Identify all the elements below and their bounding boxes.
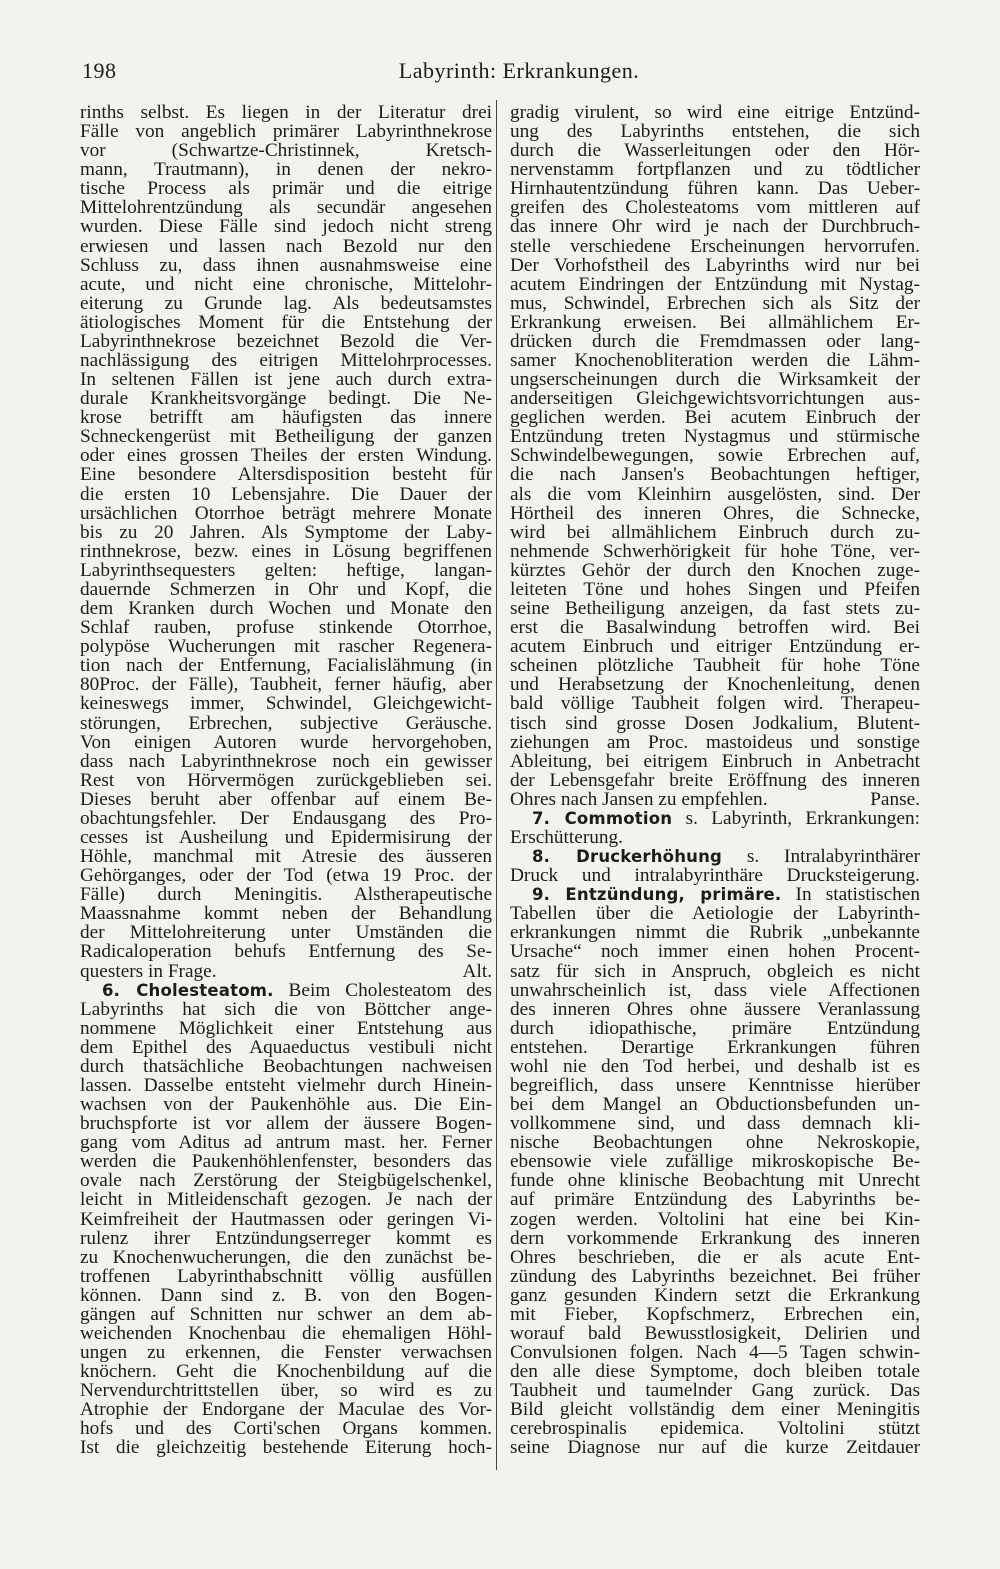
text-line: bei dem Mangel an Obductionsbefunden un-: [510, 1095, 920, 1115]
text-line: gängen auf Schnitten nur schwer an dem ab-: [80, 1304, 492, 1324]
text-line: Bild gleicht vollständig dem einer Meningitis: [510, 1400, 920, 1420]
text-line: ebensowie viele zufällige mikroskopische Be-: [510, 1152, 920, 1172]
line-text: s. Labyrinth, Erkrankungen:: [672, 808, 920, 828]
text-line: funde ohne klinische Beobachtung mit Unrecht: [510, 1171, 920, 1191]
text-line: Labyrinthnekrose bezeichnet Bezold die Ver-: [80, 331, 492, 352]
text-line: der Lebensgefahr breite Eröffnung des inneren: [510, 770, 920, 790]
text-line: Maassnahme kommt neben der Behandlung: [80, 904, 492, 924]
text-line: Hörtheil des inneren Ohres, die Schnecke,: [510, 503, 920, 523]
text-line: durale Krankheitsvorgänge bedingt. Die Ne-: [80, 389, 492, 409]
text-line: Schwindelbewegungen, sowie Erbrechen auf,: [510, 446, 920, 466]
text-line: erwiesen und lassen nach Bezold nur den: [80, 236, 492, 256]
text-line: ziehungen am Proc. mastoideus und sonstige: [510, 732, 920, 752]
text-line: stelle verschiedene Erscheinungen hervorrufen.: [510, 236, 920, 256]
text-line: mann, Trautmann), in denen der nekro-: [80, 160, 492, 180]
text-line: Erkrankung erweisen. Bei allmählichem Er-: [510, 312, 920, 332]
text-line: keineswegs immer, Schwindel, Gleichgewicht-: [80, 694, 492, 714]
text-line: Entzündung treten Nystagmus und stürmische: [510, 427, 920, 447]
text-line: rulenz ihrer Entzündungserreger kommt es: [80, 1228, 492, 1248]
text-line: nehmende Schwerhörigkeit für hohe Töne, ver-: [510, 541, 920, 561]
text-line: Gehörganges, oder der Tod (etwa 19 Proc. der: [80, 866, 492, 886]
text-line: nische Beobachtungen ohne Nekroskopie,: [510, 1133, 920, 1153]
text-line: Labyrinths hat sich die von Böttcher ange-: [80, 999, 492, 1019]
text-line: seine Betheiligung anzeigen, da fast stets zu-: [510, 599, 920, 619]
text-line: Atrophie der Endorgane der Maculae des Vor-: [80, 1400, 492, 1420]
text-line: dem Kranken durch Wochen und Monate den: [80, 599, 492, 619]
text-line: tische Process als primär und die eitrige: [80, 179, 492, 199]
text-line: Keimfreiheit der Hautmassen oder geringen Vi-: [80, 1209, 492, 1229]
text-line: Nervendurchtrittstellen über, so wird es zu: [80, 1381, 492, 1401]
text-line: den alle diese Symptome, doch bleiben totale: [510, 1362, 920, 1382]
text-line: ungserscheinungen durch die Wirksamkeit der: [510, 370, 920, 390]
text-line: 80Proc. der Fälle), Taubheit, ferner häufig, aber: [80, 675, 492, 695]
text-line: Mittelohrentzündung als secundär angesehen: [80, 198, 492, 218]
text-line: In seltenen Fällen ist jene auch durch extra-: [80, 370, 492, 390]
text-line: cerebrospinalis epidemica. Voltolini stützt: [510, 1419, 920, 1439]
text-line: [510, 847, 920, 866]
text-line: erst die Basalwindung betroffen wird. Bei: [510, 618, 920, 638]
text-line: ursächlichen Otorrhoe beträgt mehrere Monate: [80, 503, 492, 523]
page-number: 198: [82, 58, 117, 83]
text-line: Hirnhautentzündung führen kann. Das Ueber-: [510, 179, 920, 199]
text-line: acutem Eindringen der Entzündung mit Nystag-: [510, 274, 920, 294]
text-line: Labyrinthsequesters gelten: heftige, langan-: [80, 560, 492, 580]
text-line: können. Dann sind z. B. von den Bogen-: [80, 1285, 492, 1305]
text-line: das innere Ohr wird je nach der Durchbruch-: [510, 217, 920, 237]
right-column: [510, 103, 920, 1458]
text-line: Erschütterung.: [510, 826, 623, 848]
text-line: krose betrifft am häufigsten das innere: [80, 408, 492, 428]
text-line: durch thatsächliche Beobachtungen nachweisen: [80, 1056, 492, 1076]
text-line: auf primäre Entzündung des Labyrinths be-: [510, 1190, 920, 1210]
text-line: Taubheit und taumelnder Gang zurück. Das: [510, 1381, 920, 1401]
text-line: der Mittelohreiterung unter Umständen die: [80, 923, 492, 943]
text-line: acute, und nicht eine chronische, Mittelohr-: [80, 274, 492, 294]
text-line: erkrankungen nimmt die Rubrik „unbekannte: [510, 923, 920, 943]
text-line: tisch sind grosse Dosen Jodkalium, Blutent-: [510, 713, 920, 733]
text-line: und Herabsetzung der Knochenleitung, denen: [510, 675, 920, 695]
text-line: obachtungsfehler. Der Endausgang des Pro-: [80, 808, 492, 828]
text-line: Von einigen Autoren wurde hervorgehoben,: [80, 732, 492, 752]
text-line: leiteten Töne und hohes Singen und Pfeifen: [510, 579, 920, 600]
text-line: hofs und des Corti'schen Organs kommen.: [80, 1419, 492, 1439]
text-line: eiterung zu Grunde lag. Als bedeutsamstes: [80, 293, 492, 313]
text-line: Schluss zu, dass ihnen ausnahmsweise eine: [80, 255, 492, 275]
text-line: des inneren Ohres ohne äussere Veranlassung: [510, 999, 920, 1019]
text-line: unwahrscheinlich ist, dass viele Affectionen: [510, 980, 920, 1000]
text-line: [510, 885, 920, 904]
text-line: dern vorkommende Erkrankung des inneren: [510, 1228, 920, 1248]
text-line: dem Epithel des Aquaeductus vestibuli nicht: [80, 1037, 492, 1057]
text-line: Ist die gleichzeitig bestehende Eiterung hoch-: [80, 1438, 492, 1458]
text-line: polypöse Wucherungen mit rascher Regenera-: [80, 637, 492, 657]
text-line: ganz gesunden Kindern setzt die Erkrankung: [510, 1285, 920, 1305]
text-line: gang vom Aditus ad antrum mast. her. Ferner: [80, 1133, 492, 1153]
text-line: bruchspforte ist vor allem der äussere Bogen-: [80, 1114, 492, 1134]
text-line: nervenstamm fortpflanzen und zu tödtlicher: [510, 160, 920, 180]
text-line: Der Vorhofstheil des Labyrinths wird nur bei: [510, 255, 920, 275]
text-line: troffenen Labyrinthabschnitt völlig ausfüllen: [80, 1266, 492, 1286]
text-line: wachsen von der Paukenhöhle aus. Die Ein-: [80, 1095, 492, 1115]
text-line: ung des Labyrinths entstehen, die sich: [510, 122, 920, 142]
text-line: Rest von Hörvermögen zurückgeblieben sei.: [80, 770, 492, 790]
text-line: mus, Schwindel, Erbrechen sich als Sitz der: [510, 293, 920, 313]
text-line: satz für sich in Anspruch, obgleich es nicht: [510, 961, 920, 981]
column-divider: [496, 100, 497, 1470]
text-line: seine Diagnose nur auf die kurze Zeitdauer: [510, 1438, 920, 1458]
text-line: lassen. Dasselbe entsteht vielmehr durch Hinein-: [80, 1075, 492, 1096]
line-text: Beim Cholesteatom des: [273, 980, 492, 1000]
text-line: nommene Möglichkeit einer Entstehung aus: [80, 1018, 492, 1038]
text-line: wurden. Diese Fälle sind jedoch nicht streng: [80, 217, 492, 237]
text-line: mit Fieber, Kopfschmerz, Erbrechen ein,: [510, 1304, 920, 1324]
text-line: leicht in Mitleidenschaft gezogen. Je nach der: [80, 1190, 492, 1210]
text-line: Radicaloperation behufs Entfernung des Se-: [80, 942, 492, 962]
text-line: Ohres nach Jansen zu empfehlen. Panse.: [510, 788, 920, 810]
text-line: weichenden Knochenbau die ehemaligen Höhl-: [80, 1324, 492, 1344]
running-head: Labyrinth: Erkrankungen.: [398, 58, 640, 83]
text-line: zogen werden. Voltolini hat eine bei Kin-: [510, 1209, 920, 1229]
text-line: cesses ist Ausheilung und Epidermisirung der: [80, 827, 492, 848]
text-line: rinths selbst. Es liegen in der Literatur drei: [80, 103, 492, 123]
author-signature: Panse.: [870, 788, 920, 810]
text-line: geglichen werden. Bei acutem Einbruch der: [510, 408, 920, 428]
text-line: questers in Frage. Alt.: [80, 960, 492, 982]
text-line: Fälle) durch Meningitis. Alstherapeutische: [80, 885, 492, 905]
text-line: worauf bald Bewusstlosigkeit, Delirien und: [510, 1324, 920, 1344]
text-line: bald völlige Taubheit folgen wird. Therapeu-: [510, 694, 920, 714]
entry-heading: 6. Cholesteatom.: [102, 980, 274, 1000]
text-line: entstehen. Derartige Erkrankungen führen: [510, 1037, 920, 1057]
line-text: s. Intralabyrinthärer: [722, 847, 920, 867]
text-line: dauernde Schmerzen in Ohr und Kopf, die: [80, 579, 492, 600]
text-line: begreiflich, dass unsere Kenntnisse hierüber: [510, 1075, 920, 1096]
text-line: die ersten 10 Lebensjahre. Die Dauer der: [80, 484, 492, 504]
text-line: Ableitung, bei eitrigem Einbruch in Anbetracht: [510, 751, 920, 771]
text-line: Dieses beruht aber offenbar auf einem Be-: [80, 789, 492, 809]
text-line: dass nach Labyrinthnekrose noch ein gewisser: [80, 751, 492, 771]
text-line: drücken durch die Fremdmassen oder lang-: [510, 331, 920, 352]
text-line: knöchern. Geht die Knochenbildung auf die: [80, 1362, 492, 1382]
line-text: In statistischen: [781, 885, 920, 905]
text-line: vor (Schwartze-Christinnek, Kretsch-: [80, 141, 492, 161]
text-line: zu Knochenwucherungen, die den zunächst be-: [80, 1247, 492, 1267]
author-signature: Alt.: [462, 960, 492, 982]
entry-heading: 7. Commotion: [532, 808, 673, 828]
text-line: Ohres beschrieben, die er als acute Ent-: [510, 1247, 920, 1267]
text-line: Höhle, manchmal mit Atresie des äusseren: [80, 847, 492, 867]
text-line: gradig virulent, so wird eine eitrige Entzünd-: [510, 103, 920, 123]
text-line: Schneckengerüst mit Betheiligung der ganzen: [80, 427, 492, 447]
text-line: Druck und intralabyrinthäre Drucksteigerung.: [510, 866, 920, 886]
text-line: oder eines grossen Theiles der ersten Windung.: [80, 446, 492, 466]
text-line: bis zu 20 Jahren. Als Symptome der Laby-: [80, 522, 492, 542]
entry-heading: 9. Entzündung, primäre.: [532, 885, 782, 905]
text-line: störungen, Erbrechen, subjective Geräusche.: [80, 713, 492, 733]
text-line: vollkommene sind, und dass demnach kli-: [510, 1114, 920, 1134]
text-line: werden die Paukenhöhlenfenster, besonders das: [80, 1152, 492, 1172]
text-line: ätiologisches Moment für die Entstehung der: [80, 312, 492, 332]
text-line: [510, 809, 920, 828]
text-line: Convulsionen folgen. Nach 4—5 Tagen schwin-: [510, 1343, 920, 1363]
page-header: [82, 58, 916, 90]
text-line: durch die Wasserleitungen oder den Hör-: [510, 141, 920, 161]
text-line: Eine besondere Altersdisposition besteht für: [80, 465, 492, 485]
text-line: kürztes Gehör der durch den Knochen zuge-: [510, 560, 920, 580]
entry-heading: 8. Druckerhöhung: [532, 847, 723, 867]
text-line: ungen zu erkennen, die Fenster verwachsen: [80, 1343, 492, 1363]
text-line: rinthnekrose, bezw. eines in Lösung begriffenen: [80, 541, 492, 561]
text-line: zündung des Labyrinths bezeichnet. Bei früher: [510, 1266, 920, 1286]
text-line: Tabellen über die Aetiologie der Labyrinth-: [510, 904, 920, 924]
text-line: anderseitigen Gleichgewichtsvorrichtungen aus-: [510, 389, 920, 409]
left-column: [80, 103, 492, 1458]
text-line: die nach Jansen's Beobachtungen heftiger,: [510, 465, 920, 485]
text-line: [80, 981, 492, 1000]
text-line: tion nach der Entfernung, Facialislähmung (in: [80, 656, 492, 676]
text-line: durch idiopathische, primäre Entzündung: [510, 1018, 920, 1038]
text-line: nachlässigung des eitrigen Mittelohrprocesses.: [80, 351, 492, 371]
text-line: Ursache“ noch immer einen hohen Procent-: [510, 942, 920, 962]
text-line: greifen des Cholesteatoms vom mittleren auf: [510, 198, 920, 218]
text-line: samer Knochenobliteration werden die Lähm-: [510, 351, 920, 371]
text-line: scheinen plötzliche Taubheit für hohe Töne: [510, 656, 920, 676]
text-line: wohl nie den Tod herbei, und deshalb ist es: [510, 1056, 920, 1076]
text-line: wird bei allmählichem Einbruch durch zu-: [510, 522, 920, 542]
text-line: acutem Einbruch und eitriger Entzündung er-: [510, 637, 920, 657]
text-line: als die vom Kleinhirn ausgelösten, sind. Der: [510, 484, 920, 504]
text-line: ovale nach Zerstörung der Steigbügelschenkel,: [80, 1171, 492, 1191]
text-line: Fälle von angeblich primärer Labyrinthnekrose: [80, 122, 492, 142]
text-line: Schlaf rauben, profuse stinkende Otorrhoe,: [80, 618, 492, 638]
